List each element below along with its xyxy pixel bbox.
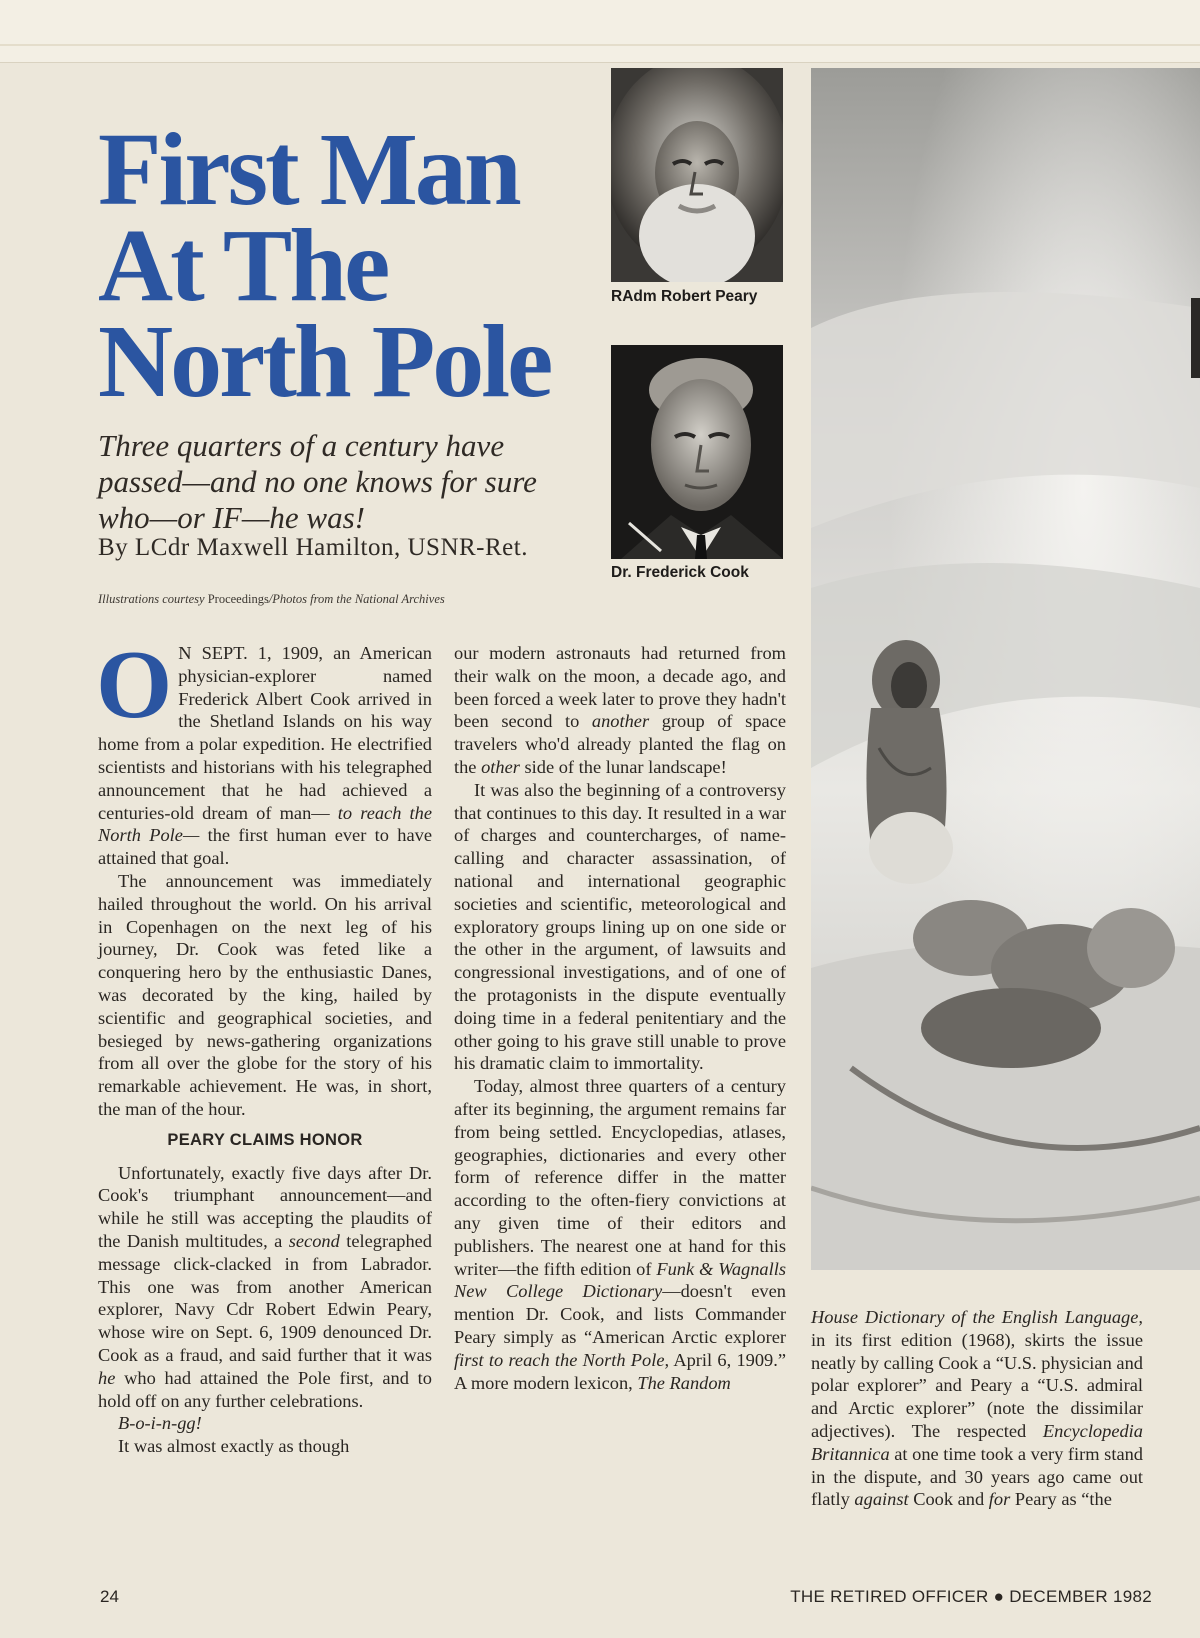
page-number: 24 [100, 1587, 119, 1606]
p8-text-c: April 6, 1909.” A more modern lexicon, [454, 1349, 786, 1393]
article-column-1 [96, 631, 433, 1458]
paragraph-9 [811, 1306, 1143, 1511]
credit-part-3: /Photos from the National Archives [268, 592, 445, 606]
article-column-3 [811, 1306, 1143, 1511]
p8-emphasis-2: first to reach the North Pole, [454, 1349, 670, 1370]
p9-text-c: Cook and [908, 1489, 989, 1510]
p9-emphasis: House Dictionary of the English Language, [811, 1307, 1143, 1327]
photo-credit [98, 592, 445, 607]
p8-text-a: Today, almost three quarters of a century after its beginning, the argument remains far from being settled. Encyclopedias, atlases, geographies, dictionaries and every other form of reference differ in the matter according to the often-fiery convictions at any given time of their editors and publishers. The nearest one at hand for this writer—the fifth edition of [454, 1076, 786, 1279]
p1-emphasis: to reach the North Pole— [98, 802, 432, 846]
p6-text-b: group of space travelers who'd already planted the flag on the [454, 711, 786, 777]
title-line-1: First Man [98, 112, 519, 227]
p8-text-b: —doesn't even mention Dr. Cook, and lists Commander Peary simply as “American Arctic explorer [454, 1281, 786, 1347]
p6-emphasis-2: other [481, 756, 520, 777]
cook-portrait-image [611, 345, 783, 559]
article-title [98, 112, 551, 419]
p1-text: N SEPT. 1, 1909, an American physician-explorer named Frederick Albert Cook arrived in the Shetland Islands on his way home from a polar expedition. He electrified scientists and historians with his telegraphed announcement that he had achieved a centuries-old dream of man— [98, 643, 432, 823]
top-rule [0, 44, 1200, 46]
magazine-footer: THE RETIRED OFFICER ● DECEMBER 1982 [790, 1587, 1152, 1606]
p3-text-a: Unfortunately, exactly five days after Dr. Cook's triumphant announcement—and while he still was accepting the plaudits of the Danish multitudes, a [98, 1162, 432, 1251]
p3-emphasis-2: he [98, 1367, 116, 1388]
arctic-illustration-image [811, 68, 1200, 1270]
p8-emphasis-3: The Random [637, 1372, 731, 1393]
title-line-2: At The [98, 208, 388, 323]
p8-emphasis: Funk & Wagnalls New College Dictionary [454, 1258, 786, 1302]
p3-text-b: telegraphed message click-clacked in from Labrador. This one was from another American explorer, Navy Cdr Robert Edwin Peary, whose wire on Sept. 6, 1909 denounced Dr. Cook as a fraud, and said further that it was [98, 1230, 433, 1365]
section-subhead: PEARY CLAIMS HONOR [167, 1130, 363, 1149]
top-margin-band [0, 0, 1200, 63]
article-column-2 [454, 642, 786, 1394]
p1-tail: the first human ever to have attained that goal. [98, 825, 432, 869]
paragraph-8 [454, 1075, 786, 1394]
cook-caption: Dr. Frederick Cook [611, 564, 749, 581]
p9-text-b: at one time took a very firm stand in the dispute, and 30 years ago came out flatly [811, 1443, 1143, 1510]
p9-text-a: in its first edition (1968), skirts the issue neatly by calling Cook a “U.S. physician and polar explorer” and Peary a “U.S. admiral and Arctic explorer” (note the dissimilar adjectives). The respected [811, 1329, 1143, 1441]
arctic-dogsled-illustration [811, 68, 1200, 1270]
byline: By LCdr Maxwell Hamilton, USNR-Ret. [98, 534, 528, 561]
credit-part-2: Proceedings [207, 592, 269, 606]
paragraph-4: B-o-i-n-gg! [118, 1413, 202, 1434]
paragraph-2: The announcement was immediately hailed throughout the world. On his arrival in Copenhagen on the next leg of his journey, Dr. Cook was feted like a conquering hero by the enthusiastic Danes, was decorated by the king, hailed by scientific and geographical societies, and besieged by news-gathering organizations from all over the globe for the story of his remarkable achievement. He was, in short, the man of the hour. [98, 870, 432, 1119]
p9-text-d: Peary as “the [1010, 1489, 1112, 1510]
paragraph-1 [96, 631, 432, 870]
p6-text-a: our modern astronauts had returned from their walk on the moon, a decade ago, and been forced a week later to prove they hadn't been second to [454, 643, 786, 732]
title-line-3: North Pole [98, 304, 551, 419]
drop-cap: O [96, 631, 173, 739]
cook-portrait [611, 345, 783, 559]
p6-emphasis: another [591, 711, 650, 732]
article-subtitle: Three quarters of a century have passed—and no one knows for sure who—or IF—he was! [98, 428, 537, 535]
paragraph-6 [454, 642, 786, 779]
peary-caption: RAdm Robert Peary [611, 288, 758, 305]
p6-text-c: side of the lunar landscape! [519, 756, 727, 777]
peary-portrait [611, 68, 783, 282]
p9-emphasis-3: against [854, 1489, 909, 1510]
p3-emphasis: second [288, 1230, 340, 1251]
peary-portrait-image [611, 68, 783, 282]
paragraph-3 [98, 1162, 432, 1413]
paragraph-7: It was also the beginning of a controversy that continues to this day. It resulted in a war of charges and countercharges, of name-calling and character assassination, of national and international geographic societies and scientific, meteorological and exploratory groups lining up on one side or the other in the argument, of lawsuits and congressional investigations, and of one of the protagonists in the dispute eventually doing time in a federal penitentiary and the other going to his grave still unable to prove his dramatic claim to immortality. [454, 779, 786, 1074]
paragraph-5: It was almost exactly as though [118, 1436, 350, 1457]
p3-text-c: who had attained the Pole first, and to hold off on any further celebrations. [98, 1367, 432, 1411]
credit-part-1: Illustrations courtesy [98, 592, 208, 606]
p9-emphasis-2: Encyclopedia Britannica [811, 1420, 1143, 1464]
p9-emphasis-4: for [988, 1489, 1011, 1510]
